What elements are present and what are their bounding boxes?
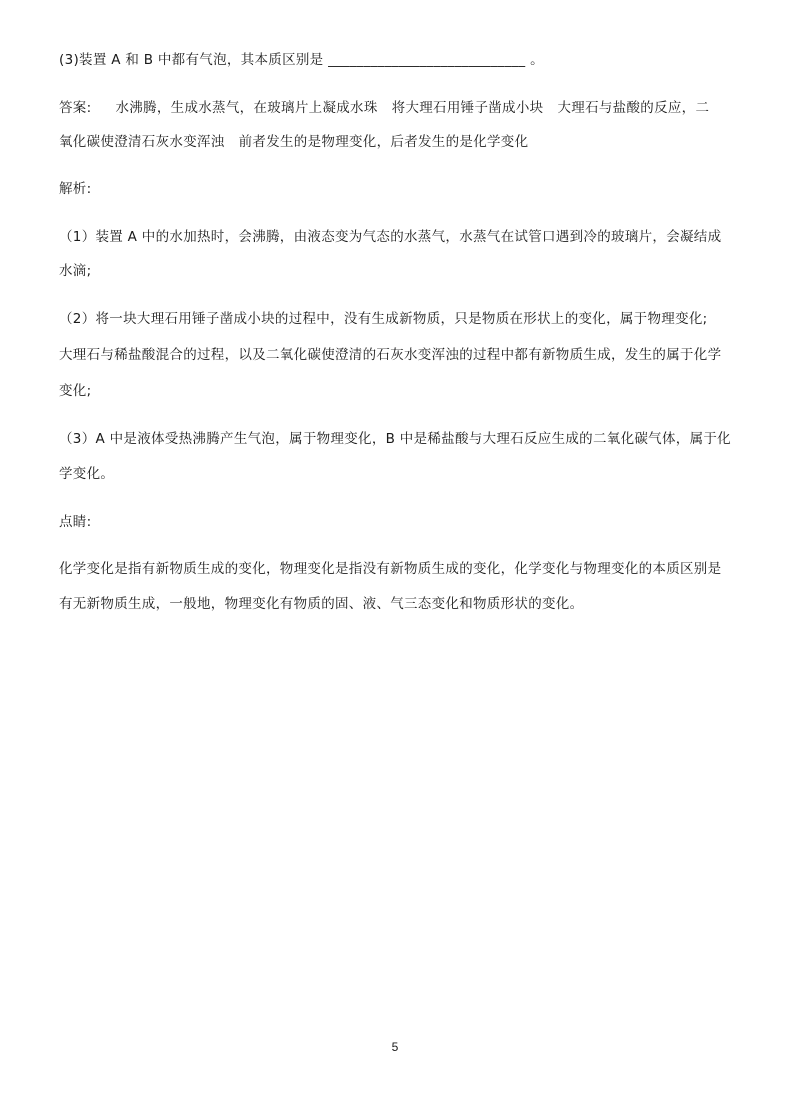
question-part-3: (3)装置 A 和 B 中都有气泡，其本质区别是 ____________________________ 。 — [59, 52, 544, 68]
answer-item-4: 前者发生的是物理变化，后者发生的是化学变化 — [238, 134, 529, 150]
answer-item-2: 将大理石用锤子凿成小块 — [391, 100, 544, 116]
answer-line-2 — [59, 133, 528, 151]
analysis-p1-line-1: （1）装置 A 中的水加热时，会沸腾，由液态变为气态的水蒸气，水蒸气在试管口遇到冷的玻璃片，会凝结成 — [59, 229, 722, 245]
analysis-p3-line-1: （3）A 中是液体受热沸腾产生气泡，属于物理变化，B 中是稀盐酸与大理石反应生成的二氧化碳气体，属于化 — [59, 431, 731, 447]
answer-item-3: 大理石与盐酸的反应，二 — [557, 100, 710, 116]
analysis-p1-line-2: 水滴; — [59, 263, 92, 279]
note-label: 点睛: — [59, 514, 92, 530]
analysis-p3-line-2: 学变化。 — [59, 466, 115, 482]
answer-line-1 — [59, 99, 709, 117]
answer-item-1: 水沸腾，生成水蒸气，在玻璃片上凝成水珠 — [115, 100, 378, 116]
note-line-2: 有无新物质生成，一般地，物理变化有物质的固、液、气三态变化和物质形状的变化。 — [59, 596, 584, 612]
analysis-p2-line-3: 变化; — [59, 383, 92, 399]
analysis-p2-line-1: （2）将一块大理石用锤子凿成小块的过程中，没有生成新物质，只是物质在形状上的变化，属于物理变化; — [59, 311, 708, 327]
analysis-label: 解析: — [59, 181, 92, 197]
answer-item-3-cont: 氧化碳使澄清石灰水变浑浊 — [59, 134, 225, 150]
analysis-p2-line-2: 大理石与稀盐酸混合的过程，以及二氧化碳使澄清的石灰水变浑浊的过程中都有新物质生成，发生的属于化学 — [59, 347, 722, 363]
note-line-1: 化学变化是指有新物质生成的变化，物理变化是指没有新物质生成的变化，化学变化与物理变化的本质区别是 — [59, 561, 722, 577]
page-number: 5 — [391, 1040, 399, 1054]
answer-label: 答案: — [59, 100, 92, 116]
